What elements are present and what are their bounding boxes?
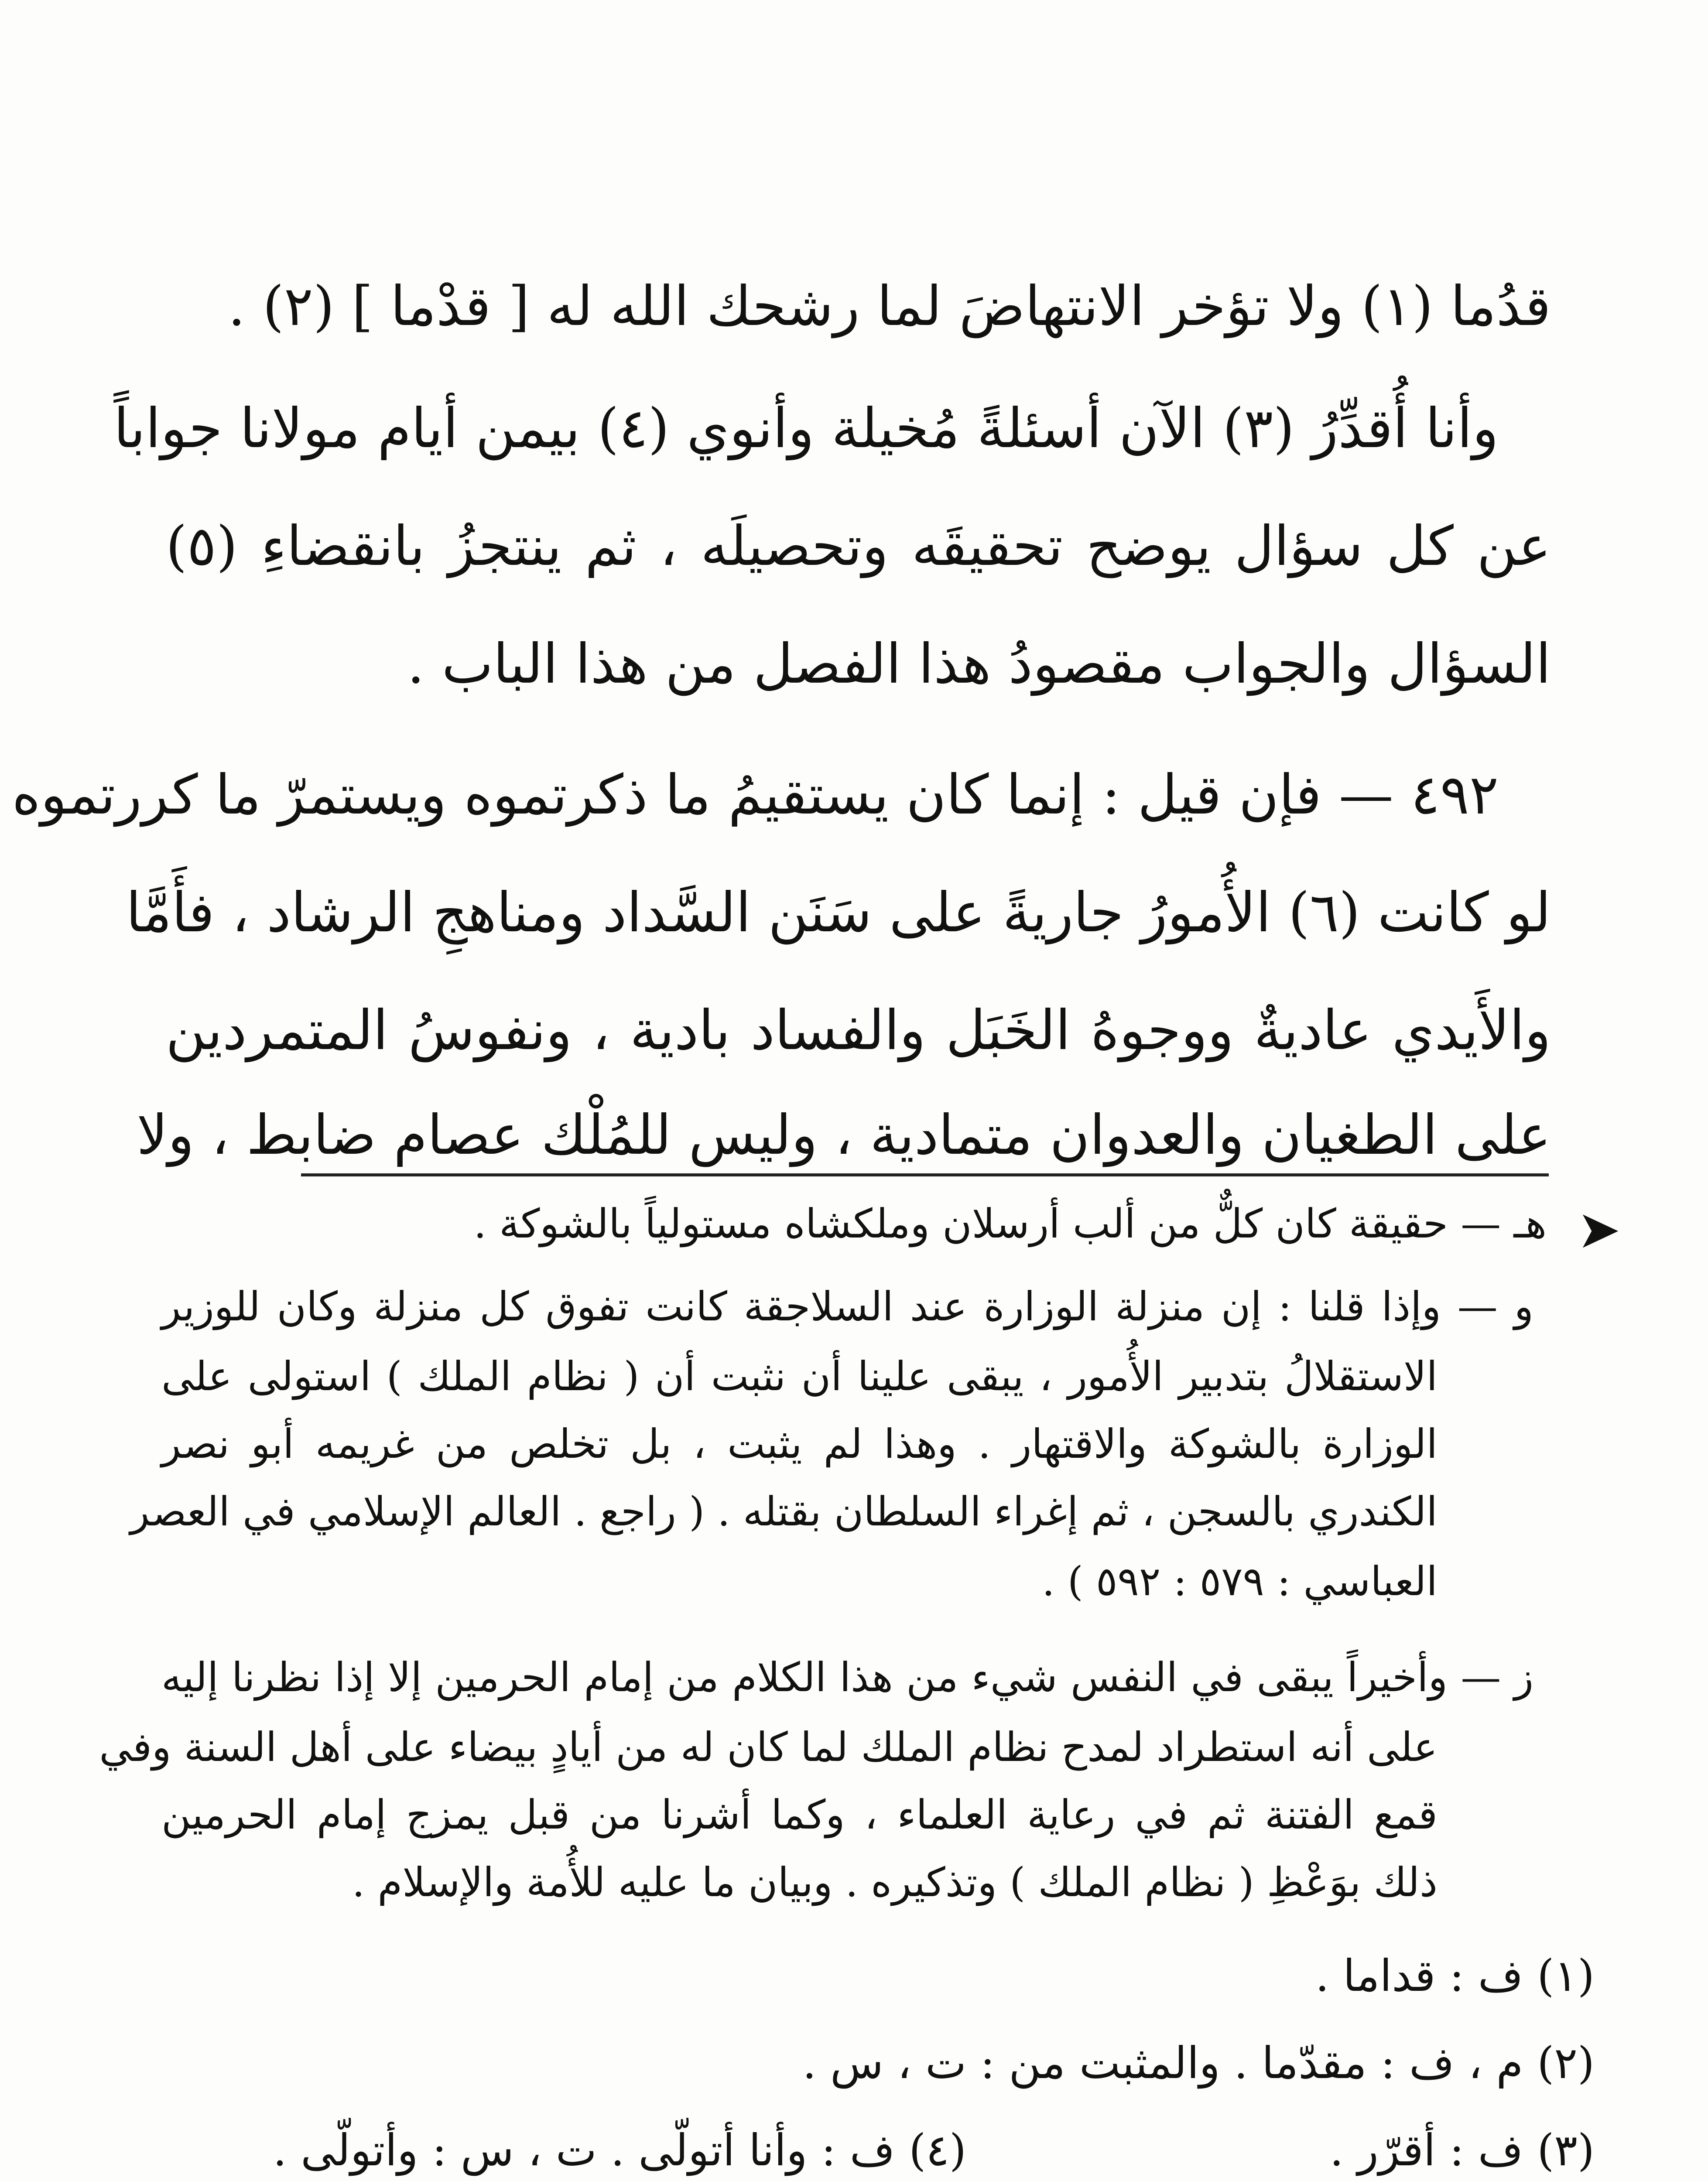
main-text-line-1: قدُما (١) ولا تؤخر الانتهاضَ لما رشحك الله له [ قدْما ] (٢) . bbox=[228, 275, 1551, 338]
commentary-z-line-3: قمع الفتنة ثم في رعاية العلماء ، وكما أشرنا من قبل يمزج إمام الحرمين bbox=[161, 1791, 1438, 1838]
commentary-z-line-2: على أنه استطراد لمدح نظام الملك لما كان له من أيادٍ بيضاء على أهل السنة وفي bbox=[99, 1724, 1438, 1771]
main-text-line-8: على الطغيان والعدوان متمادية ، وليس للمُلْك عصام ضابط ، ولا bbox=[137, 1104, 1551, 1167]
main-text-line-3: عن كل سؤال يوضح تحقيقَه وتحصيلَه ، ثم ينتجزُ بانقضاءِ (٥) bbox=[166, 515, 1551, 578]
main-text-line-2: وأنا أُقدِّرُ (٣) الآن أسئلةً مُخيلة وأنوي (٤) بيمن أيام مولانا جواباً bbox=[113, 397, 1499, 460]
variant-note-4: (٤) ف : وأنا أتولّى . ت ، س : وأتولّى . bbox=[273, 2125, 966, 2176]
commentary-w-line-4: الكندري بالسجن ، ثم إغراء السلطان بقتله . ( راجع . العالم الإسلامي في العصر bbox=[130, 1488, 1438, 1535]
paragraph-492-line-1: ٤٩٢ — فإن قيل : إنما كان يستقيمُ ما ذكرتموه ويستمرّ ما كررتموه bbox=[12, 763, 1499, 827]
commentary-w-line-1: و — وإذا قلنا : إن منزلة الوزارة عند السلاجقة كانت تفوق كل منزلة وكان للوزير bbox=[161, 1283, 1533, 1330]
variant-note-1: (١) ف : قداما . bbox=[1315, 1950, 1595, 2001]
variant-note-2: (٢) م ، ف : مقدّما . والمثبت من : ت ، س . bbox=[802, 2037, 1595, 2089]
footnote-separator bbox=[301, 1173, 1549, 1176]
commentary-w-line-5: العباسي : ٥٧٩ : ٥٩٢ ) . bbox=[1042, 1558, 1438, 1605]
main-text-line-4: السؤال والجواب مقصودُ هذا الفصل من هذا الباب . bbox=[407, 632, 1551, 696]
commentary-w-line-2: الاستقلالُ بتدبير الأُمور ، يبقى علينا أن نثبت أن ( نظام الملك ) استولى على bbox=[161, 1353, 1438, 1400]
main-text-line-7: والأَيدي عاديةٌ ووجوهُ الخَبَل والفساد بادية ، ونفوسُ المتمردين bbox=[166, 999, 1551, 1062]
commentary-z-line-1: ز — وأخيراً يبقى في النفس شيء من هذا الكلام من إمام الحرمين إلا إذا نظرنا إليه bbox=[161, 1654, 1533, 1701]
variant-note-3: (٣) ف : أقرّر . bbox=[1329, 2125, 1595, 2176]
commentary-z-line-4: ذلك بوَعْظِ ( نظام الملك ) وتذكيره . وبيان ما عليه للأُمة والإسلام . bbox=[352, 1859, 1438, 1906]
arrow-icon: ➤ bbox=[1577, 1200, 1621, 1260]
commentary-w-line-3: الوزارة بالشوكة والاقتهار . وهذا لم يثبت ، بل تخلص من غريمه أبو نصر bbox=[161, 1421, 1438, 1467]
commentary-h: هـ — حقيقة كان كلٌّ من ألب أرسلان وملكشاه مستولياً بالشوكة . bbox=[473, 1200, 1547, 1247]
main-text-line-6: لو كانت (٦) الأُمورُ جاريةً على سَنَن السَّداد ومناهجِ الرشاد ، فأَمَّا bbox=[126, 881, 1551, 944]
